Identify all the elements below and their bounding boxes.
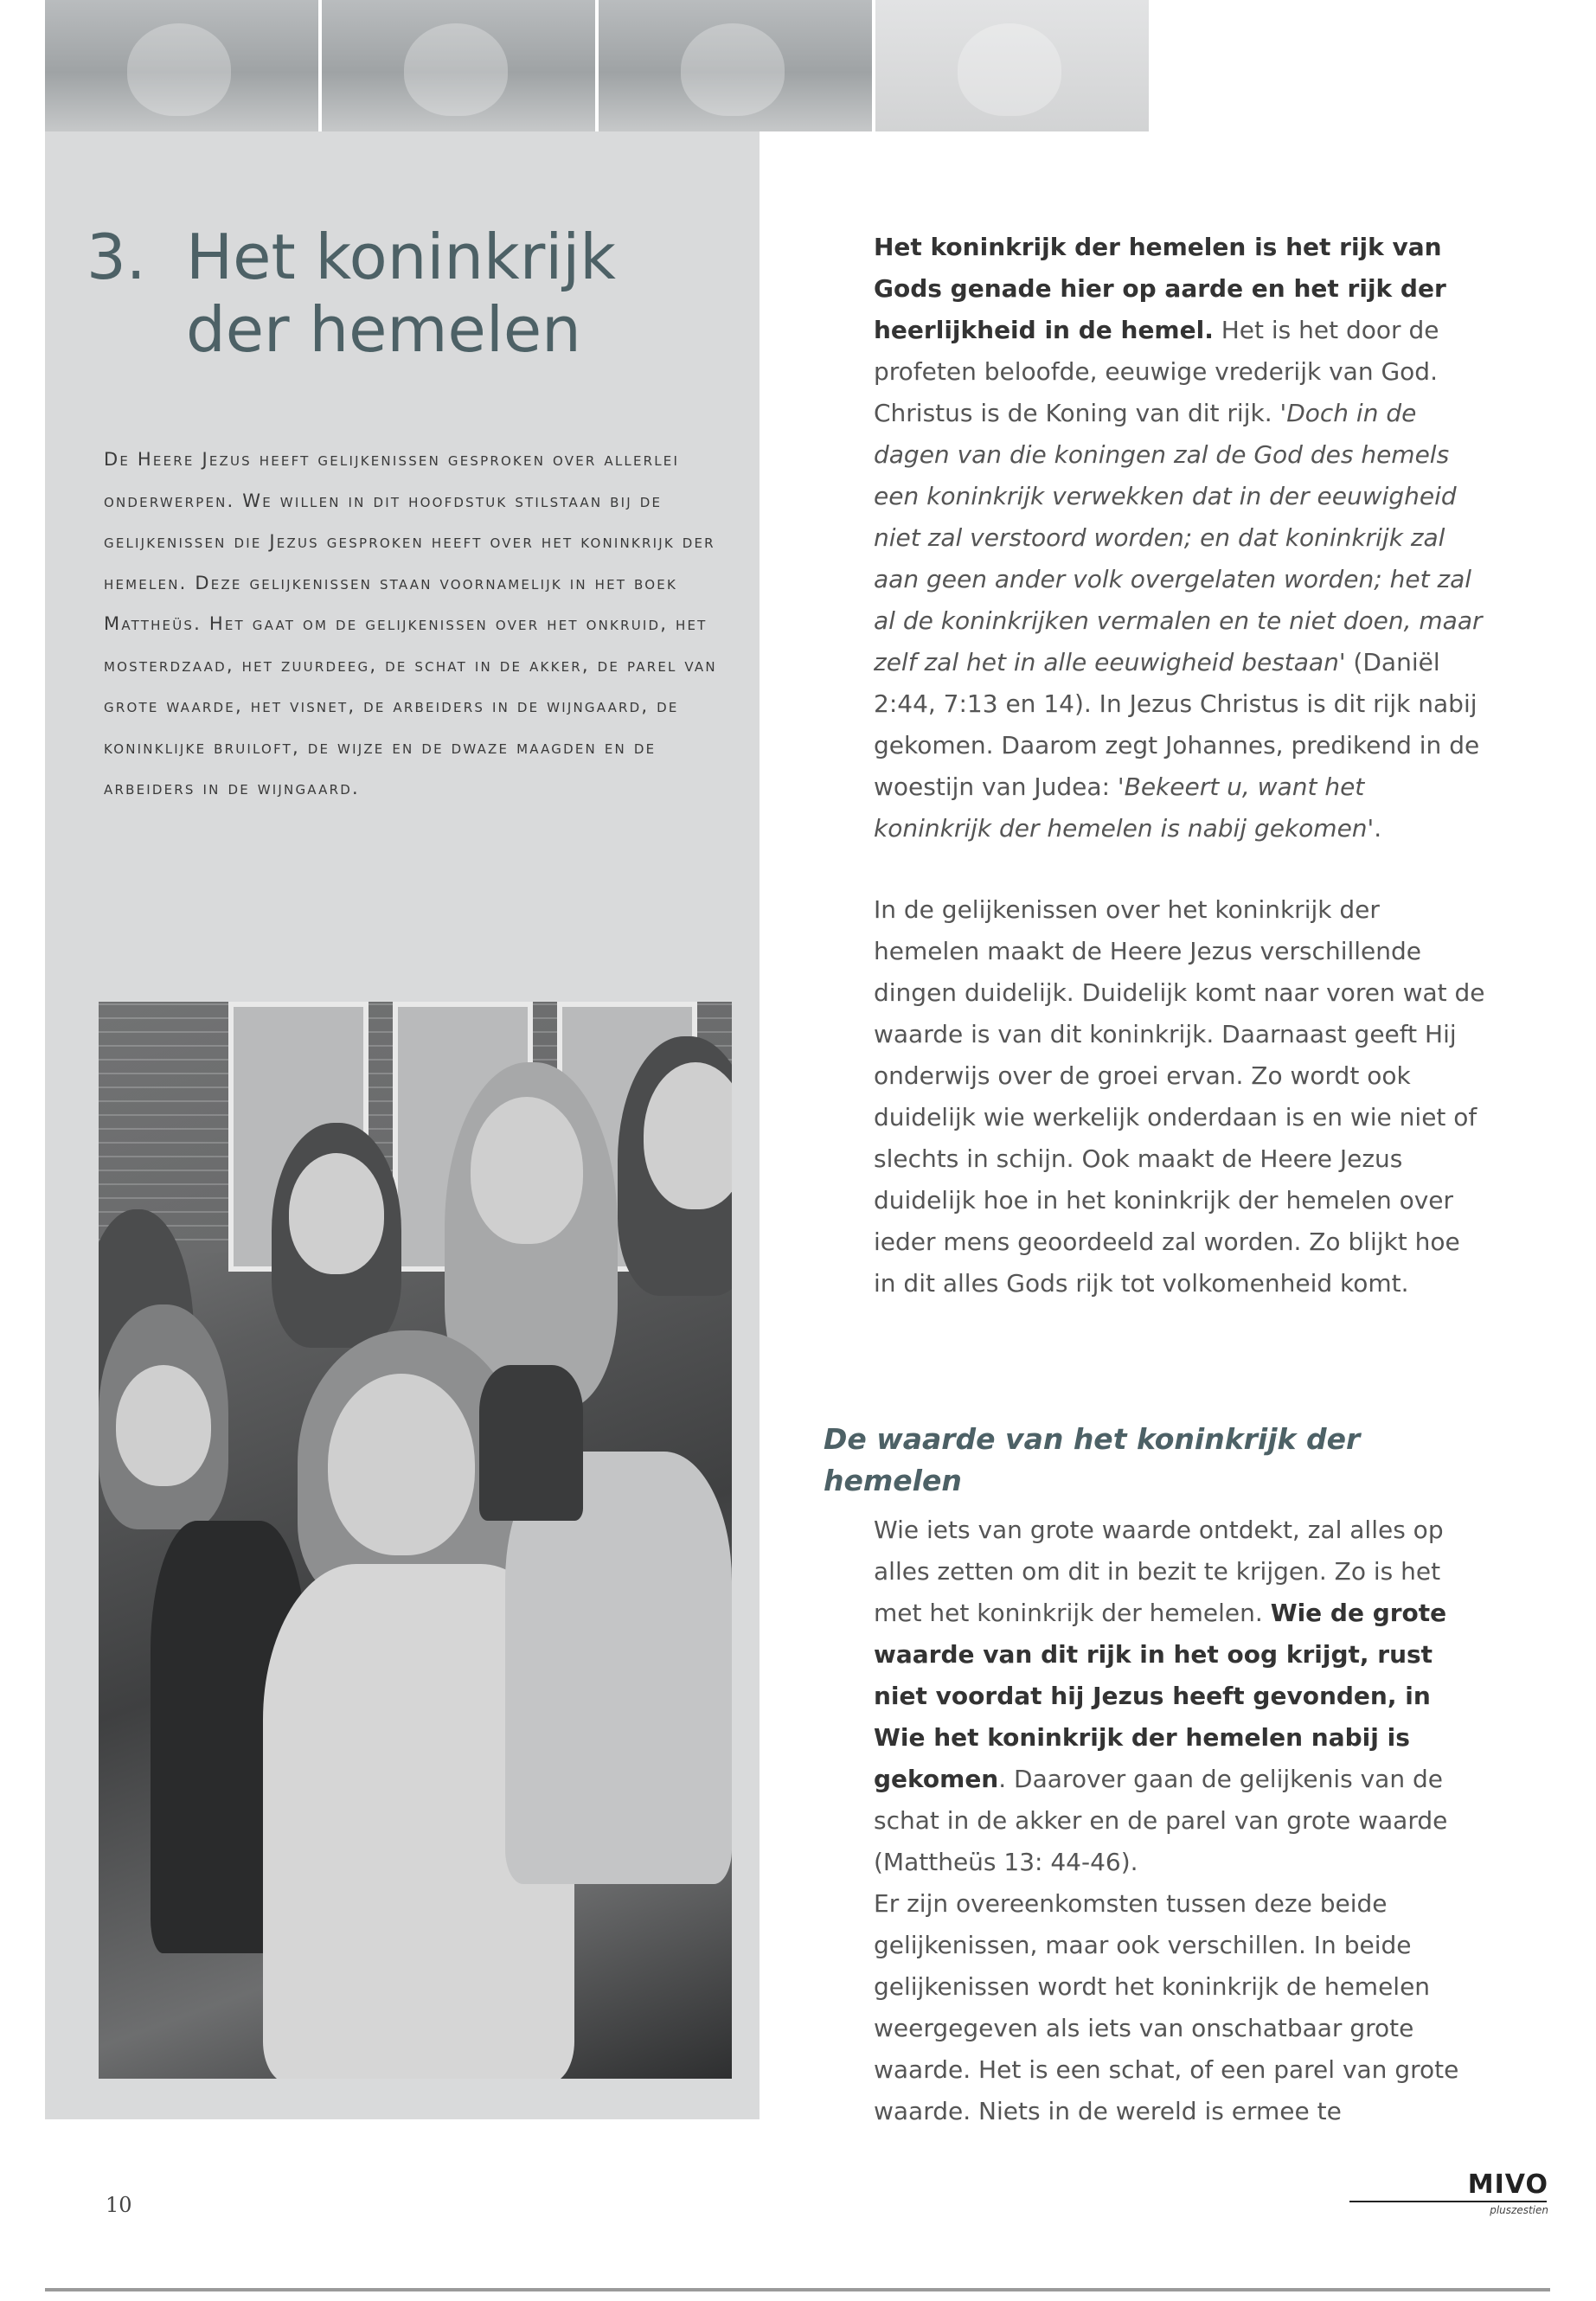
page-edge	[45, 2288, 1550, 2291]
person-face	[289, 1153, 384, 1274]
footer-rule	[1349, 2201, 1547, 2202]
bold-text: Wie de grote waarde van dit rijk in het oog krijgt, rust niet voordat hij Jezus heeft gevonden, in Wie het koninkrijk der hemelen nabij is gekomen	[874, 1599, 1447, 1793]
page-number: 10	[106, 2193, 132, 2217]
body-text: Wie iets van grote waarde ontdekt, zal alles op alles zetten om dit in bezit te krijgen. Zo is het met het koninkrijk der hemelen.	[874, 1516, 1444, 1627]
paragraph	[874, 1509, 1488, 1883]
chapter-title-line1: Het koninkrijk	[186, 221, 617, 293]
bold-text: Het koninkrijk der hemelen is het rijk van Gods genade hier op aarde en het rijk der heerlijkheid in de hemel.	[874, 233, 1446, 344]
person-face	[471, 1097, 583, 1244]
header-photo	[45, 0, 318, 131]
chapter-intro: De Heere Jezus heeft gelijkenissen gesproken over allerlei onderwerpen. We willen in dit hoofdstuk stilstaan bij de gelijkenissen die Jezus gesproken heeft over het koninkrijk der hemelen. Deze gelijkenissen staan voornamelijk in het boek Mattheüs. Het gaat om de gelijkenissen over het onkruid, het mosterdzaad, het zuurdeeg, de schat in de akker, de parel van grote waarde, het visnet, de arbeiders in de wijngaard, de koninklijke bruiloft, de wijze en de dwaze maagden en de arbeiders in de wijngaard.	[104, 449, 717, 798]
paragraph: In de gelijkenissen over het koninkrijk der hemelen maakt de Heere Jezus verschillende dingen duidelijk. Duidelijk komt naar voren wat de waarde is van dit koninkrijk. Daarnaast geeft Hij onderwijs over de groei ervan. Zo wordt ook duidelijk wie werkelijk onderdaan is en wie niet of slechts in schijn. Ook maakt de Heere Jezus duidelijk hoe in het koninkrijk der hemelen over ieder mens geoordeeld zal worden. Zo blijkt hoe in dit alles Gods rijk tot volkomenheid komt.	[874, 895, 1485, 1298]
magazine-logo-subtitle: pluszestien	[1490, 2204, 1548, 2216]
section-heading: De waarde van het koninkrijk der hemelen	[824, 1422, 1361, 1497]
header-photo	[322, 0, 595, 131]
paragraph: Er zijn overeenkomsten tussen deze beide gelijkenissen, maar ook verschillen. In beide gelijkenissen wordt het koninkrijk de hemelen weergegeven als iets van onschatbaar grote waarde. Het is een schat, of een parel van grote waarde. Niets in de wereld is ermee te	[874, 1889, 1459, 2125]
students-photo	[99, 1002, 732, 2079]
magazine-logo: MIVO	[1467, 2170, 1548, 2200]
chapter-number: 3.	[87, 221, 146, 293]
person-face	[116, 1365, 211, 1486]
person-face	[328, 1374, 475, 1555]
main-text-column	[874, 227, 1488, 1304]
section-text-column	[874, 1509, 1488, 2132]
person-body	[479, 1365, 583, 1521]
bible-quote: 'Doch in de dagen van die koningen zal de God des hemels een koninkrijk verwekken dat in der eeuwigheid niet zal verstoord worden; en dat koninkrijk zal aan geen ander volk overgelaten worden; het zal al de koninkrijken vermalen en te niet doen, maar zelf zal het in alle eeuwigheid bestaan'	[874, 399, 1483, 676]
header-photo	[875, 0, 1149, 131]
body-text: .	[1374, 814, 1382, 843]
paragraph	[874, 227, 1488, 849]
chapter-title-line2: der hemelen	[186, 293, 581, 366]
header-photo	[599, 0, 872, 131]
body-text: . Daarover gaan de gelijkenis van de schat in de akker en de parel van grote waarde (Mattheüs 13: 44-46).	[874, 1765, 1448, 1876]
chapter-title	[87, 221, 727, 366]
body-text: (Daniël 2:44, 7:13 en 14). In Jezus Christus is dit rijk nabij gekomen. Daarom zegt Johannes, predikend in de woestijn van Judea:	[874, 648, 1480, 801]
body-text: Het is het door de profeten beloofde, eeuwige vrederijk van God. Christus is de Koning van dit rijk.	[874, 316, 1439, 427]
header-photo-strip	[45, 0, 1152, 131]
bible-quote: 'Bekeert u, want het koninkrijk der hemelen is nabij gekomen'	[874, 772, 1375, 843]
